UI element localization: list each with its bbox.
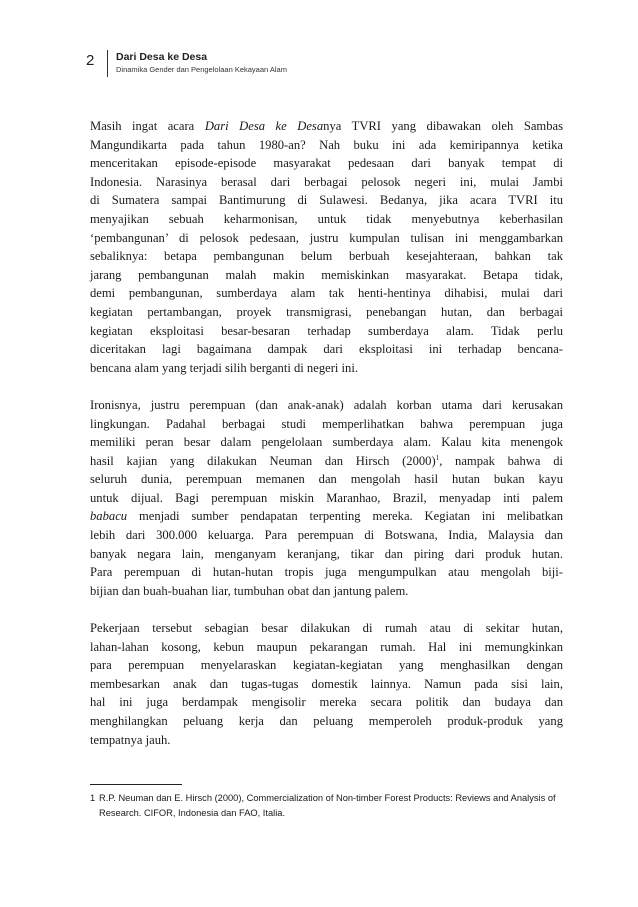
line-text: lahan-lahan kosong, kebun maupun pekarangan rumah. Hal ini memungkinkan xyxy=(90,639,563,654)
text-line xyxy=(90,675,563,694)
text-line xyxy=(90,582,563,601)
italic-title: babacu xyxy=(90,509,128,524)
text-line xyxy=(90,136,563,155)
line-text xyxy=(90,117,563,136)
line-text: menyajikan sebuah keharmonisan, untuk tidak menyebutnya keberhasilan xyxy=(90,211,563,226)
text-line xyxy=(90,545,563,564)
line-text: menghilangkan peluang kerja dan peluang memperoleh produk-produk yang xyxy=(90,714,563,728)
line-text xyxy=(90,507,563,526)
line-text: sebaliknya: betapa pembangunan belum berbuah kesejahteraan, bahkan tak xyxy=(90,249,563,264)
line-text xyxy=(90,452,563,471)
text-line xyxy=(90,712,563,731)
text-line xyxy=(90,340,563,359)
line-text: kegiatan pertambangan, proyek transmigrasi, penebangan hutan, dan berbagai xyxy=(90,304,563,319)
footnote xyxy=(90,791,565,821)
line-text: seluruh dunia, perempuan memanen dan mengolah hasil hutan bukan kayu xyxy=(90,472,563,487)
text-line xyxy=(90,619,563,638)
paragraph xyxy=(90,396,563,601)
page-number: 2 xyxy=(86,52,95,69)
line-text: membesarkan anak dan tugas-tugas domestik lainnya. Namun pada sisi lain, xyxy=(90,676,563,691)
text-line xyxy=(90,154,563,173)
book-title: Dari Desa ke Desa xyxy=(116,51,208,63)
body-text xyxy=(90,117,563,749)
line-text: Mangundikarta pada tahun 1980-an? Nah buku ini ada kemiripannya ketika xyxy=(90,137,563,152)
text-line xyxy=(90,117,563,136)
text-line xyxy=(90,489,563,508)
line-text: Para perempuan di hutan-hutan tropis juga mengumpulkan atau mengolah biji- xyxy=(90,565,563,580)
line-text: lingkungan. Padahal berbagai studi memperlihatkan bahwa perempuan juga xyxy=(90,416,563,431)
text-line xyxy=(90,322,563,341)
text-line xyxy=(90,452,563,471)
paragraph xyxy=(90,619,563,749)
line-text: menceritakan episode-episode masyarakat pedesaan dari banyak tempat di xyxy=(90,156,563,171)
text-line xyxy=(90,638,563,657)
footnote-divider xyxy=(90,784,182,785)
line-text: bencana alam yang terjadi silih berganti di negeri ini. xyxy=(90,360,358,375)
line-text-end: nya TVRI yang dibawakan oleh Sambas xyxy=(323,119,563,133)
line-text: bijian dan buah-buahan liar, tumbuhan obat dan jantung palem. xyxy=(90,583,409,598)
line-text: hal ini juga berdampak mengisolir mereka secara politik dan budaya dan xyxy=(90,695,563,710)
line-text: Indonesia. Narasinya berasal dari berbagai pelosok negeri ini, mulai Jambi xyxy=(90,174,563,189)
line-text: jarang pembangunan malah makin memiskinkan masyarakat. Betapa tidak, xyxy=(90,267,563,282)
footnote-text: R.P. Neuman dan E. Hirsch (2000), Commercialization of Non-timber Forest Products: Reviews and Analysis of Research. CIFOR, Indonesia dan FAO, Italia. xyxy=(99,793,556,818)
italic-title: Dari Desa ke Desa xyxy=(204,119,324,133)
text-line xyxy=(90,173,563,192)
text-line xyxy=(90,303,563,322)
text-line xyxy=(90,229,563,248)
line-text: para perempuan menyelaraskan kegiatan-kegiatan yang menghasilkan dengan xyxy=(90,658,563,673)
text-line xyxy=(90,284,563,303)
text-line xyxy=(90,656,563,675)
text-line xyxy=(90,359,563,378)
line-text-start: Masih ingat acara xyxy=(90,119,205,133)
text-line xyxy=(90,433,563,452)
text-line xyxy=(90,507,563,526)
paragraph xyxy=(90,117,563,377)
line-text: di Sumatera sampai Bantimurung di Sulawesi. Bedanya, jika acara TVRI itu xyxy=(90,193,563,208)
text-line xyxy=(90,415,563,434)
line-text: demi pembangunan, sumberdaya alam tak henti-hentinya dihabisi, mulai dari xyxy=(90,286,563,301)
line-text: diceritakan lagi bagaimana dampak dari eksploitasi ini terhadap bencana- xyxy=(90,342,563,357)
text-line xyxy=(90,731,563,750)
header-divider xyxy=(107,50,108,77)
line-text: banyak negara lain, menganyam keranjang, tikar dan piring dari produk hutan. xyxy=(90,546,563,561)
line-text-start: hasil kajian yang dilakukan Neuman dan Hirsch (2000) xyxy=(90,453,436,468)
book-subtitle: Dinamika Gender dan Pengelolaan Kekayaan Alam xyxy=(116,65,287,74)
line-text: memiliki peran besar dalam pengelolaan sumberdaya alam. Kalau kita menengok xyxy=(90,435,563,450)
text-line xyxy=(90,563,563,582)
text-line xyxy=(90,470,563,489)
text-line xyxy=(90,247,563,266)
line-text: lebih dari 300.000 keluarga. Para perempuan di Botswana, India, Malaysia dan xyxy=(90,528,563,543)
text-line xyxy=(90,210,563,229)
line-text: ‘pembangunan’ di pelosok pedesaan, justru kumpulan tulisan ini menggambarkan xyxy=(90,230,563,245)
text-line xyxy=(90,396,563,415)
footnote-marker: 1 xyxy=(90,793,96,803)
text-line xyxy=(90,693,563,712)
line-text: tempatnya jauh. xyxy=(90,732,171,747)
line-text: Pekerjaan tersebut sebagian besar dilakukan di rumah atau di sekitar hutan, xyxy=(90,621,563,636)
line-text-end: , nampak bahwa di xyxy=(439,453,563,468)
footnote-reference: 1 xyxy=(435,453,440,462)
text-line xyxy=(90,191,563,210)
line-text-end: menjadi sumber pendapatan terpenting mereka. Kegiatan ini melibatkan xyxy=(127,509,563,524)
text-line xyxy=(90,266,563,285)
line-text: untuk dijual. Bagi perempuan miskin Maranhao, Brazil, menyadap inti palem xyxy=(90,490,563,505)
text-line xyxy=(90,526,563,545)
line-text: kegiatan eksploitasi besar-besaran terhadap sumberdaya alam. Tidak perlu xyxy=(90,323,563,338)
line-text: Ironisnya, justru perempuan (dan anak-anak) adalah korban utama dari kerusakan xyxy=(90,397,563,412)
